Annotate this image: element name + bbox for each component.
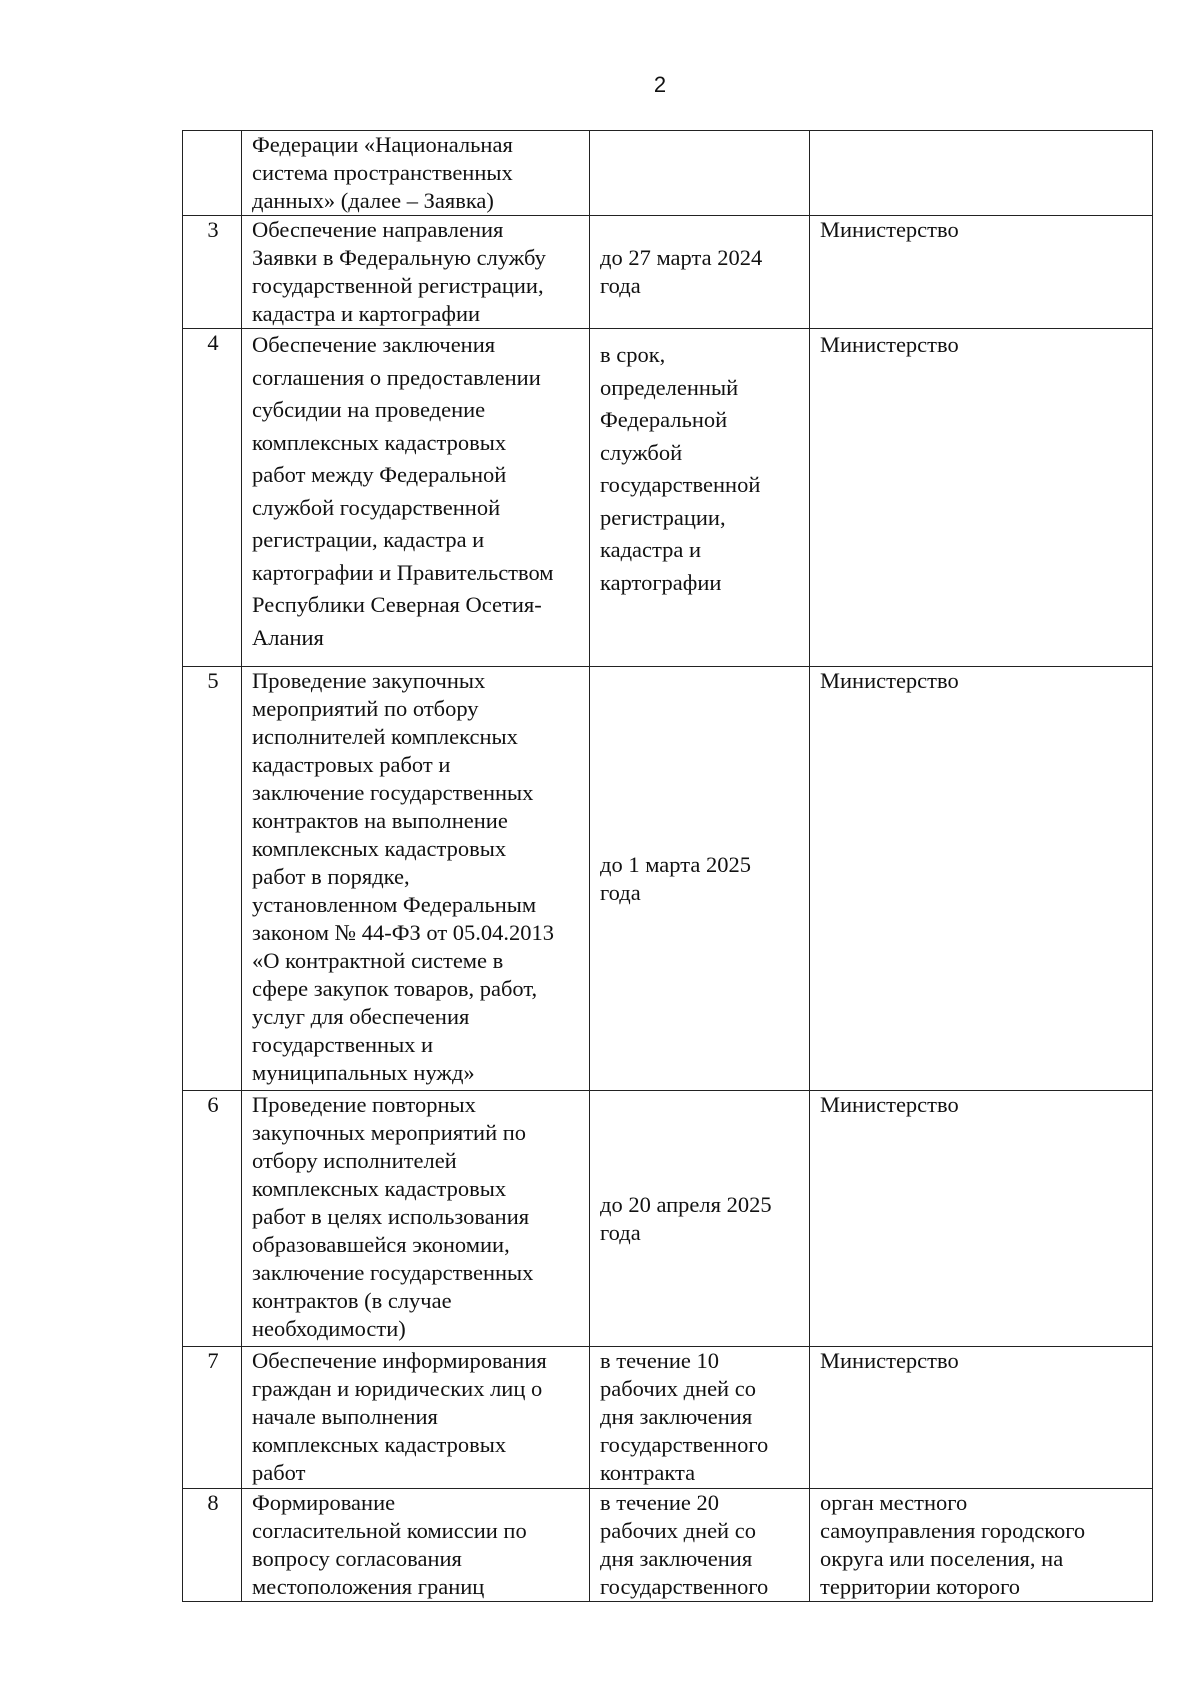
row-number: 8 (183, 1489, 242, 1602)
task-description-line: комплексных кадастровых (252, 429, 507, 455)
deadline-line: года (600, 273, 641, 298)
task-description-line: отбору исполнителей (252, 1148, 457, 1173)
row-number: 6 (183, 1091, 242, 1347)
executor-line: Министерство (820, 668, 959, 693)
row-number (183, 131, 242, 216)
task-description (242, 131, 590, 216)
task-description-line: работ в порядке, (252, 864, 410, 889)
executor-line: Министерство (820, 217, 959, 242)
task-description-line: комплексных кадастровых (252, 1176, 507, 1201)
task-description-line: субсидии на проведение (252, 397, 486, 422)
deadline-line: дня заключения (600, 1404, 753, 1429)
deadline-line: до 20 апреля 2025 (600, 1191, 772, 1217)
task-description-line: данных» (далее – Заявка) (252, 188, 494, 213)
deadline (590, 667, 810, 1091)
task-description-line: контрактов (в случае (252, 1288, 452, 1313)
task-description-line: Заявки в Федеральную службу (252, 245, 546, 270)
deadline (590, 131, 810, 216)
task-description (242, 1091, 590, 1347)
deadline-line: года (600, 879, 641, 905)
task-description-line: Обеспечение заключения (252, 332, 496, 357)
deadline-line: определенный (600, 374, 739, 400)
task-description (242, 1489, 590, 1602)
task-description-line: государственных и (252, 1032, 434, 1057)
task-description-line: картографии и Правительством (252, 559, 554, 585)
deadline (590, 329, 810, 667)
task-description-line: система пространственных (252, 160, 513, 185)
task-description-line: Обеспечение информирования (252, 1348, 547, 1373)
task-description-line: Проведение повторных (252, 1092, 476, 1117)
task-description-line: Федерации «Национальная (252, 132, 513, 157)
deadline (590, 1489, 810, 1602)
task-description-line: работ между Федеральной (252, 462, 507, 487)
deadline-line: дня заключения (600, 1546, 753, 1571)
table-row (183, 216, 1153, 329)
deadline-line: картографии (600, 569, 722, 595)
executor (810, 216, 1153, 329)
task-description-line: «О контрактной системе в (252, 948, 504, 973)
task-description-line: сфере закупок товаров, работ, (252, 976, 538, 1001)
executor (810, 131, 1153, 216)
task-description-line: мероприятий по отбору (252, 696, 479, 721)
executor-line: Министерство (820, 332, 959, 357)
row-number: 3 (183, 216, 242, 329)
task-description-line: Алания (252, 624, 324, 650)
task-description-line: Обеспечение направления (252, 217, 504, 242)
table-row (183, 1091, 1153, 1347)
task-description-line: необходимости) (252, 1316, 406, 1341)
executor-line: Министерство (820, 1092, 959, 1117)
task-description-line: работ (252, 1460, 306, 1485)
task-description-line: граждан и юридических лиц о (252, 1376, 543, 1401)
row-number: 7 (183, 1347, 242, 1489)
executor (810, 1489, 1153, 1602)
deadline-line: Федеральной (600, 407, 728, 432)
plan-table (182, 130, 1153, 1602)
task-description-line: закупочных мероприятий по (252, 1120, 527, 1145)
task-description-line: государственной регистрации, (252, 273, 544, 298)
table-row (183, 131, 1153, 216)
task-description-line: установленном Федеральным (252, 892, 537, 917)
task-description-line: соглашения о предоставлении (252, 364, 541, 390)
table-row (183, 1347, 1153, 1489)
task-description-line: услуг для обеспечения (252, 1004, 470, 1029)
task-description-line: службой государственной (252, 494, 501, 520)
deadline-line: кадастра и (600, 537, 702, 562)
deadline-line: рабочих дней со (600, 1518, 756, 1543)
executor-line: территории которого (820, 1574, 1021, 1599)
executor-line: орган местного (820, 1490, 968, 1515)
table-row (183, 329, 1153, 667)
deadline (590, 216, 810, 329)
task-description-line: вопросу согласования (252, 1546, 462, 1571)
deadline-line: в течение 10 (600, 1348, 720, 1373)
executor-line: Министерство (820, 1348, 959, 1373)
task-description-line: заключение государственных (252, 780, 534, 805)
task-description-line: комплексных кадастровых (252, 836, 507, 861)
executor-line: самоуправления городского (820, 1518, 1086, 1543)
deadline-line: государственной (600, 472, 761, 497)
task-description (242, 216, 590, 329)
executor (810, 329, 1153, 667)
row-number: 4 (183, 329, 242, 667)
deadline-line: в течение 20 (600, 1490, 720, 1515)
task-description-line: Республики Северная Осетия- (252, 592, 542, 617)
row-number: 5 (183, 667, 242, 1091)
deadline-line: в срок, (600, 342, 666, 367)
task-description-line: Формирование (252, 1490, 396, 1515)
task-description-line: исполнителей комплексных (252, 724, 518, 749)
deadline-line: государственного (600, 1574, 769, 1599)
task-description-line: образовавшейся экономии, (252, 1232, 510, 1257)
task-description (242, 329, 590, 667)
deadline-line: контракта (600, 1460, 696, 1485)
task-description-line: регистрации, кадастра и (252, 527, 485, 552)
deadline-line: службой (600, 439, 683, 465)
task-description (242, 667, 590, 1091)
task-description-line: начале выполнения (252, 1404, 438, 1429)
table-row (183, 667, 1153, 1091)
executor-line: округа или поселения, на (820, 1546, 1064, 1571)
executor (810, 667, 1153, 1091)
plan-table-body (183, 131, 1153, 1602)
task-description-line: комплексных кадастровых (252, 1432, 507, 1457)
task-description-line: кадастровых работ и (252, 752, 451, 777)
task-description-line: согласительной комиссии по (252, 1518, 527, 1543)
executor (810, 1091, 1153, 1347)
deadline-line: государственного (600, 1432, 769, 1457)
task-description-line: Проведение закупочных (252, 668, 486, 693)
table-row (183, 1489, 1153, 1602)
deadline-line: рабочих дней со (600, 1376, 756, 1401)
task-description-line: кадастра и картографии (252, 301, 481, 326)
deadline-line: регистрации, (600, 504, 726, 530)
task-description-line: муниципальных нужд» (252, 1060, 475, 1085)
task-description (242, 1347, 590, 1489)
deadline-line: до 1 марта 2025 (600, 851, 751, 877)
page-number: 2 (653, 72, 667, 97)
task-description-line: работ в целях использования (252, 1204, 530, 1229)
deadline-line: до 27 марта 2024 (600, 245, 763, 270)
task-description-line: контрактов на выполнение (252, 808, 508, 833)
deadline (590, 1347, 810, 1489)
executor (810, 1347, 1153, 1489)
deadline (590, 1091, 810, 1347)
task-description-line: местоположения границ (252, 1574, 485, 1599)
deadline-line: года (600, 1219, 641, 1245)
task-description-line: законом № 44-ФЗ от 05.04.2013 (252, 920, 555, 945)
task-description-line: заключение государственных (252, 1260, 534, 1285)
